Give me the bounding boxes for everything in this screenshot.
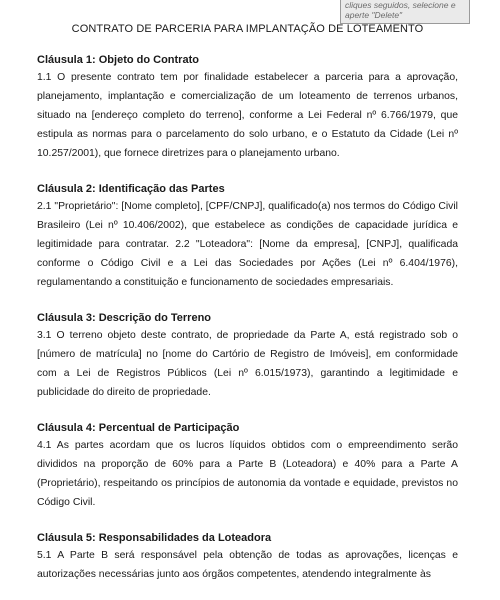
clause-1 — [37, 52, 458, 163]
clause-heading: Cláusula 1: Objeto do Contrato — [37, 54, 199, 66]
clause-heading: Cláusula 3: Descrição do Terreno — [37, 312, 212, 324]
document-title: CONTRATO DE PARCERIA PARA IMPLANTAÇÃO DE LOTEAMENTO — [71, 23, 424, 35]
clause-heading: Cláusula 4: Percentual de Participação — [37, 422, 240, 434]
clause-2 — [37, 181, 458, 292]
clause-4 — [37, 420, 458, 512]
clause-heading: Cláusula 2: Identificação das Partes — [37, 183, 225, 195]
clause-body: 5.1 A Parte B será responsável pela obtenção de todas as aprovações, licenças e autorizações necessárias junto aos órgãos competentes, atendendo integralmente às — [37, 550, 458, 580]
clause-5 — [37, 530, 458, 584]
document-page — [37, 22, 458, 584]
clause-body: 4.1 As partes acordam que os lucros líquidos obtidos com o empreendimento serão divididos na proporção de 60% para a Parte B (Loteadora) e 40% para a Parte A (Proprietário), respeitando os princípios de autonomia da vontade e equidade, previstos no Código Civil. — [37, 440, 458, 508]
tooltip-text: cliques seguidos, selecione e aperte "Delete" — [345, 0, 456, 20]
clause-3 — [37, 310, 458, 402]
clause-body: 2.1 "Proprietário": [Nome completo], [CPF/CNPJ], qualificado(a) nos termos do Código Civil Brasileiro (Lei nº 10.406/2002), que estabelece as condições de capacidade jurídica e legitimidade para contratar. 2.2 "Loteadora": [Nome da empresa], [CNPJ], qualificada conforme o Código Civil e a Lei das Sociedades por Ações (Lei nº 6.404/1976), regulamentando a constituição e funcionamento de sociedades empresariais. — [37, 201, 458, 288]
delete-hint-tooltip — [340, 0, 470, 24]
clause-body: 1.1 O presente contrato tem por finalidade estabelecer a parceria para a aprovação, planejamento, implantação e comercialização de um loteamento de terrenos urbanos, situado na [endereço completo do terreno], conforme a Lei Federal nº 6.766/1979, que estipula as normas para o parcelamento do solo urbano, e o Estatuto da Cidade (Lei nº 10.257/2001), que fornece diretrizes para o planejamento urbano. — [37, 72, 458, 159]
clause-body: 3.1 O terreno objeto deste contrato, de propriedade da Parte A, está registrado sob o [número de matrícula] no [nome do Cartório de Registro de Imóveis], em conformidade com a Lei de Registros Públicos (Lei nº 6.015/1973), garantindo a legitimidade e publicidade do direito de propriedade. — [37, 330, 458, 398]
clause-heading: Cláusula 5: Responsabilidades da Loteadora — [37, 532, 272, 544]
